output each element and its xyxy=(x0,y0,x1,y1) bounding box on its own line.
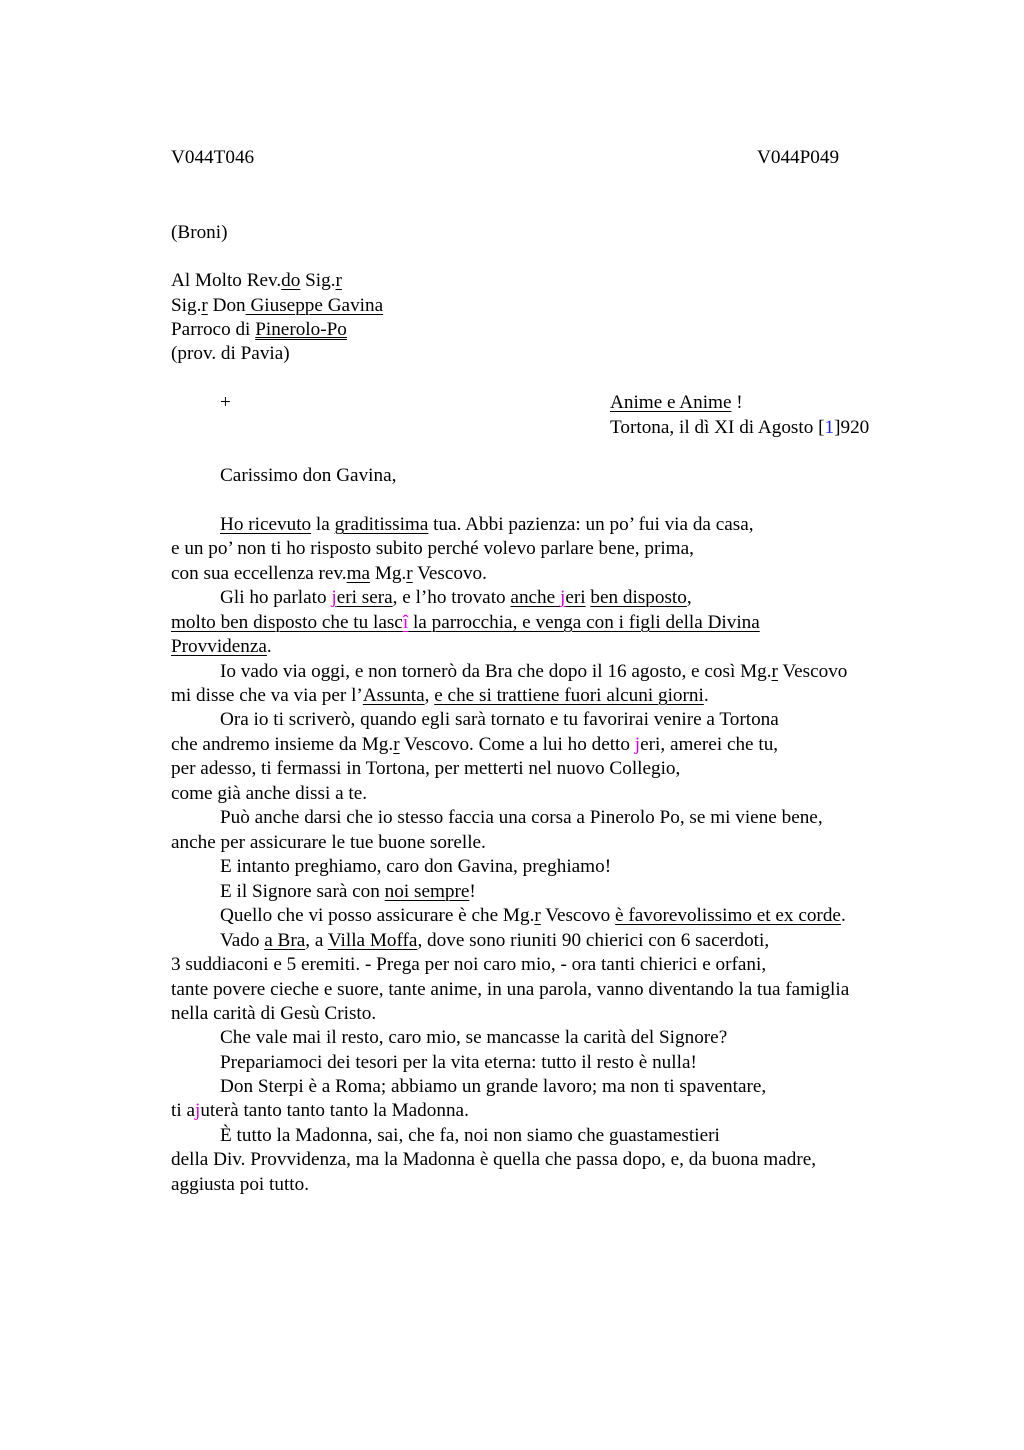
body-line: aggiusta poi tutto. xyxy=(171,1174,310,1195)
body-line: Quello che vi posso assicurare è che Mg.r Vescovo è favorevolissimo et ex corde. xyxy=(220,905,846,926)
body-line: Prepariamoci dei tesori per la vita eterna: tutto il resto è nulla! xyxy=(220,1052,697,1073)
body-line: anche per assicurare le tue buone sorelle. xyxy=(171,832,486,853)
body-line: che andremo insieme da Mg.r Vescovo. Come a lui ho detto jeri, amerei che tu, xyxy=(171,734,779,755)
body-line: della Div. Provvidenza, ma la Madonna è quella che passa dopo, e, da buona madre, xyxy=(171,1149,817,1170)
address-line-4: (prov. di Pavia) xyxy=(171,343,290,364)
body-line: molto ben disposto che tu lascî la parrocchia, e venga con i figli della Divina xyxy=(171,612,760,633)
body-line: Provvidenza. xyxy=(171,636,272,657)
address-line-2: Sig.r Don Giuseppe Gavina xyxy=(171,295,384,316)
body-line: mi disse che va via per l’Assunta, e che si trattiene fuori alcuni giorni. xyxy=(171,685,709,706)
body-line: È tutto la Madonna, sai, che fa, noi non siamo che guastamestieri xyxy=(220,1125,720,1146)
body-line: nella carità di Gesù Cristo. xyxy=(171,1003,377,1024)
body-line: ti ajuterà tanto tanto tanto la Madonna. xyxy=(171,1100,469,1121)
body-line: Ora io ti scriverò, quando egli sarà tornato e tu favorirai venire a Tortona xyxy=(220,709,779,730)
body-line: e un po’ non ti ho risposto subito perché volevo parlare bene, prima, xyxy=(171,538,694,559)
address-line-1: Al Molto Rev.do Sig.r xyxy=(171,270,342,291)
motto: Anime e Anime ! xyxy=(610,392,743,413)
body-line: E il Signore sarà con noi sempre! xyxy=(220,881,476,902)
body-line: per adesso, ti fermassi in Tortona, per metterti nel nuovo Collegio, xyxy=(171,758,681,779)
salutation: Carissimo don Gavina, xyxy=(220,465,397,486)
document-code-left: V044T046 xyxy=(171,147,255,168)
body-line: Vado a Bra, a Villa Moffa, dove sono riuniti 90 chierici con 6 sacerdoti, xyxy=(220,930,770,951)
body-line: Io vado via oggi, e non tornerò da Bra che dopo il 16 agosto, e così Mg.r Vescovo xyxy=(220,661,848,682)
body-line: come già anche dissi a te. xyxy=(171,783,368,804)
body-line: E intanto preghiamo, caro don Gavina, preghiamo! xyxy=(220,856,612,877)
dateline: Tortona, il dì XI di Agosto [1]920 xyxy=(610,417,870,438)
body-line: con sua eccellenza rev.ma Mg.r Vescovo. xyxy=(171,563,487,584)
body-line: Ho ricevuto la graditissima tua. Abbi pazienza: un po’ fui via da casa, xyxy=(220,514,754,535)
cross-symbol: + xyxy=(220,392,231,413)
body-line: Gli ho parlato jeri sera, e l’ho trovato anche jeri ben disposto, xyxy=(220,587,692,608)
body-line: 3 suddiaconi e 5 eremiti. - Prega per noi caro mio, - ora tanti chierici e orfani, xyxy=(171,954,767,975)
address-line-3: Parroco di Pinerolo-Po xyxy=(171,319,347,340)
body-line: Don Sterpi è a Roma; abbiamo un grande lavoro; ma non ti spaventare, xyxy=(220,1076,767,1097)
document-code-right: V044P049 xyxy=(757,147,840,168)
body-line: Può anche darsi che io stesso faccia una corsa a Pinerolo Po, se mi viene bene, xyxy=(220,807,823,828)
location-note: (Broni) xyxy=(171,222,228,243)
body-line: tante povere cieche e suore, tante anime, in una parola, vanno diventando la tua famiglia xyxy=(171,979,850,1000)
body-line: Che vale mai il resto, caro mio, se mancasse la carità del Signore? xyxy=(220,1027,728,1048)
